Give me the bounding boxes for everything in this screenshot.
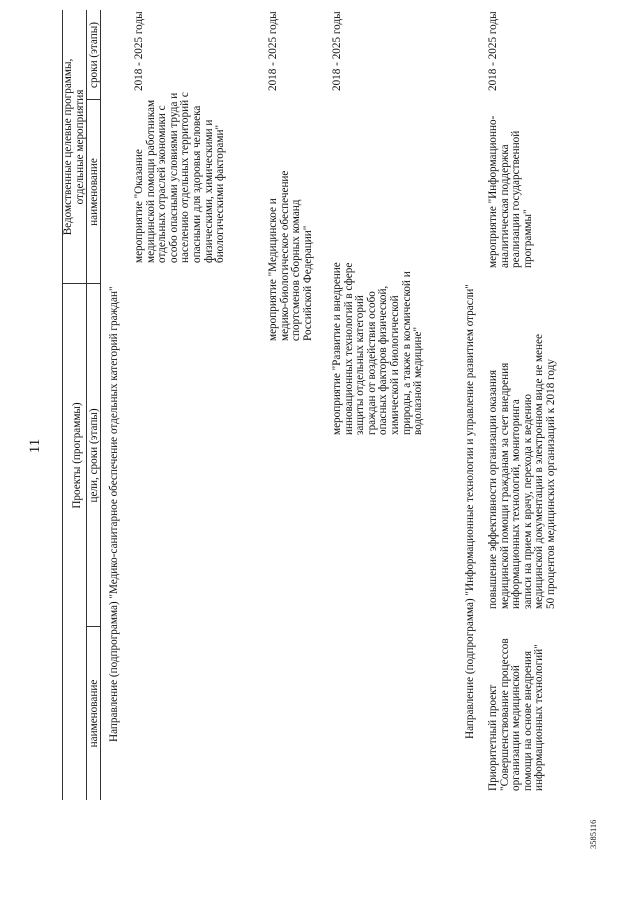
measure-name: мероприятие "Оказание медицинской помощи работникам отдельных отраслей экономики с особо опасными условиями труда и населению отдельных территорий с опасными для здоровья человека физическими, химическими и биологическими факторами" [133,92,227,263]
col-name-header: наименование [88,679,100,748]
section-direction-title: Направление (подпрограмма) "Информационные технологии и управление развитием отрасли" [464,284,476,739]
projects-header: Проекты (программы) [71,402,83,509]
measure-name: мероприятие "Медицинское и медико-биологическое обеспечение спортсменов сборных команд Российской Федерации" [267,170,314,341]
measure-name: мероприятие "Информационно- аналитическая поддержка реализации государственной программы" [487,115,534,268]
measure-terms: 2018 - 2025 годы [267,11,279,91]
priority-project-goal: повышение эффективности организации оказания медицинской помощи гражданам за счет внедрения информационных технологий, мониторинга записи на прием к врачу, перехода к ведению медицинской документации в электронном виде не менее 50 процентов медицинских организаций к 2018 году [487,334,557,609]
measure-terms: 2018 - 2025 годы [331,11,343,91]
col-goals-header: цели, сроки (этапы) [88,408,100,503]
page-number: 11 [27,438,43,454]
measure-terms: 2018 - 2025 годы [133,11,145,91]
document-id: 3585116 [588,819,598,849]
measure-name: мероприятие "Развитие и внедрение инновационных технологий в сфере защиты отдельных категорий граждан от воздействия особо опасных факторов физической, химической и биологической природы, а также в космической и водолазной медицине" [331,262,425,435]
col-terms-header: сроки (этапы) [88,22,100,88]
programs-header: Ведомственные целевые программы, отдельные мероприятия [62,58,86,236]
measure-terms: 2018 - 2025 годы [487,11,499,91]
col-measure-name-header: наименование [88,158,100,226]
priority-project-name: Приоритетный проект "Совершенствование процессов организации медицинской помощи на основе внедрения информационных технологий" [487,638,546,791]
section-direction-title: Направление (подпрограмма) "Медико-санитарное обеспечение отдельных категорий граждан" [108,286,120,742]
